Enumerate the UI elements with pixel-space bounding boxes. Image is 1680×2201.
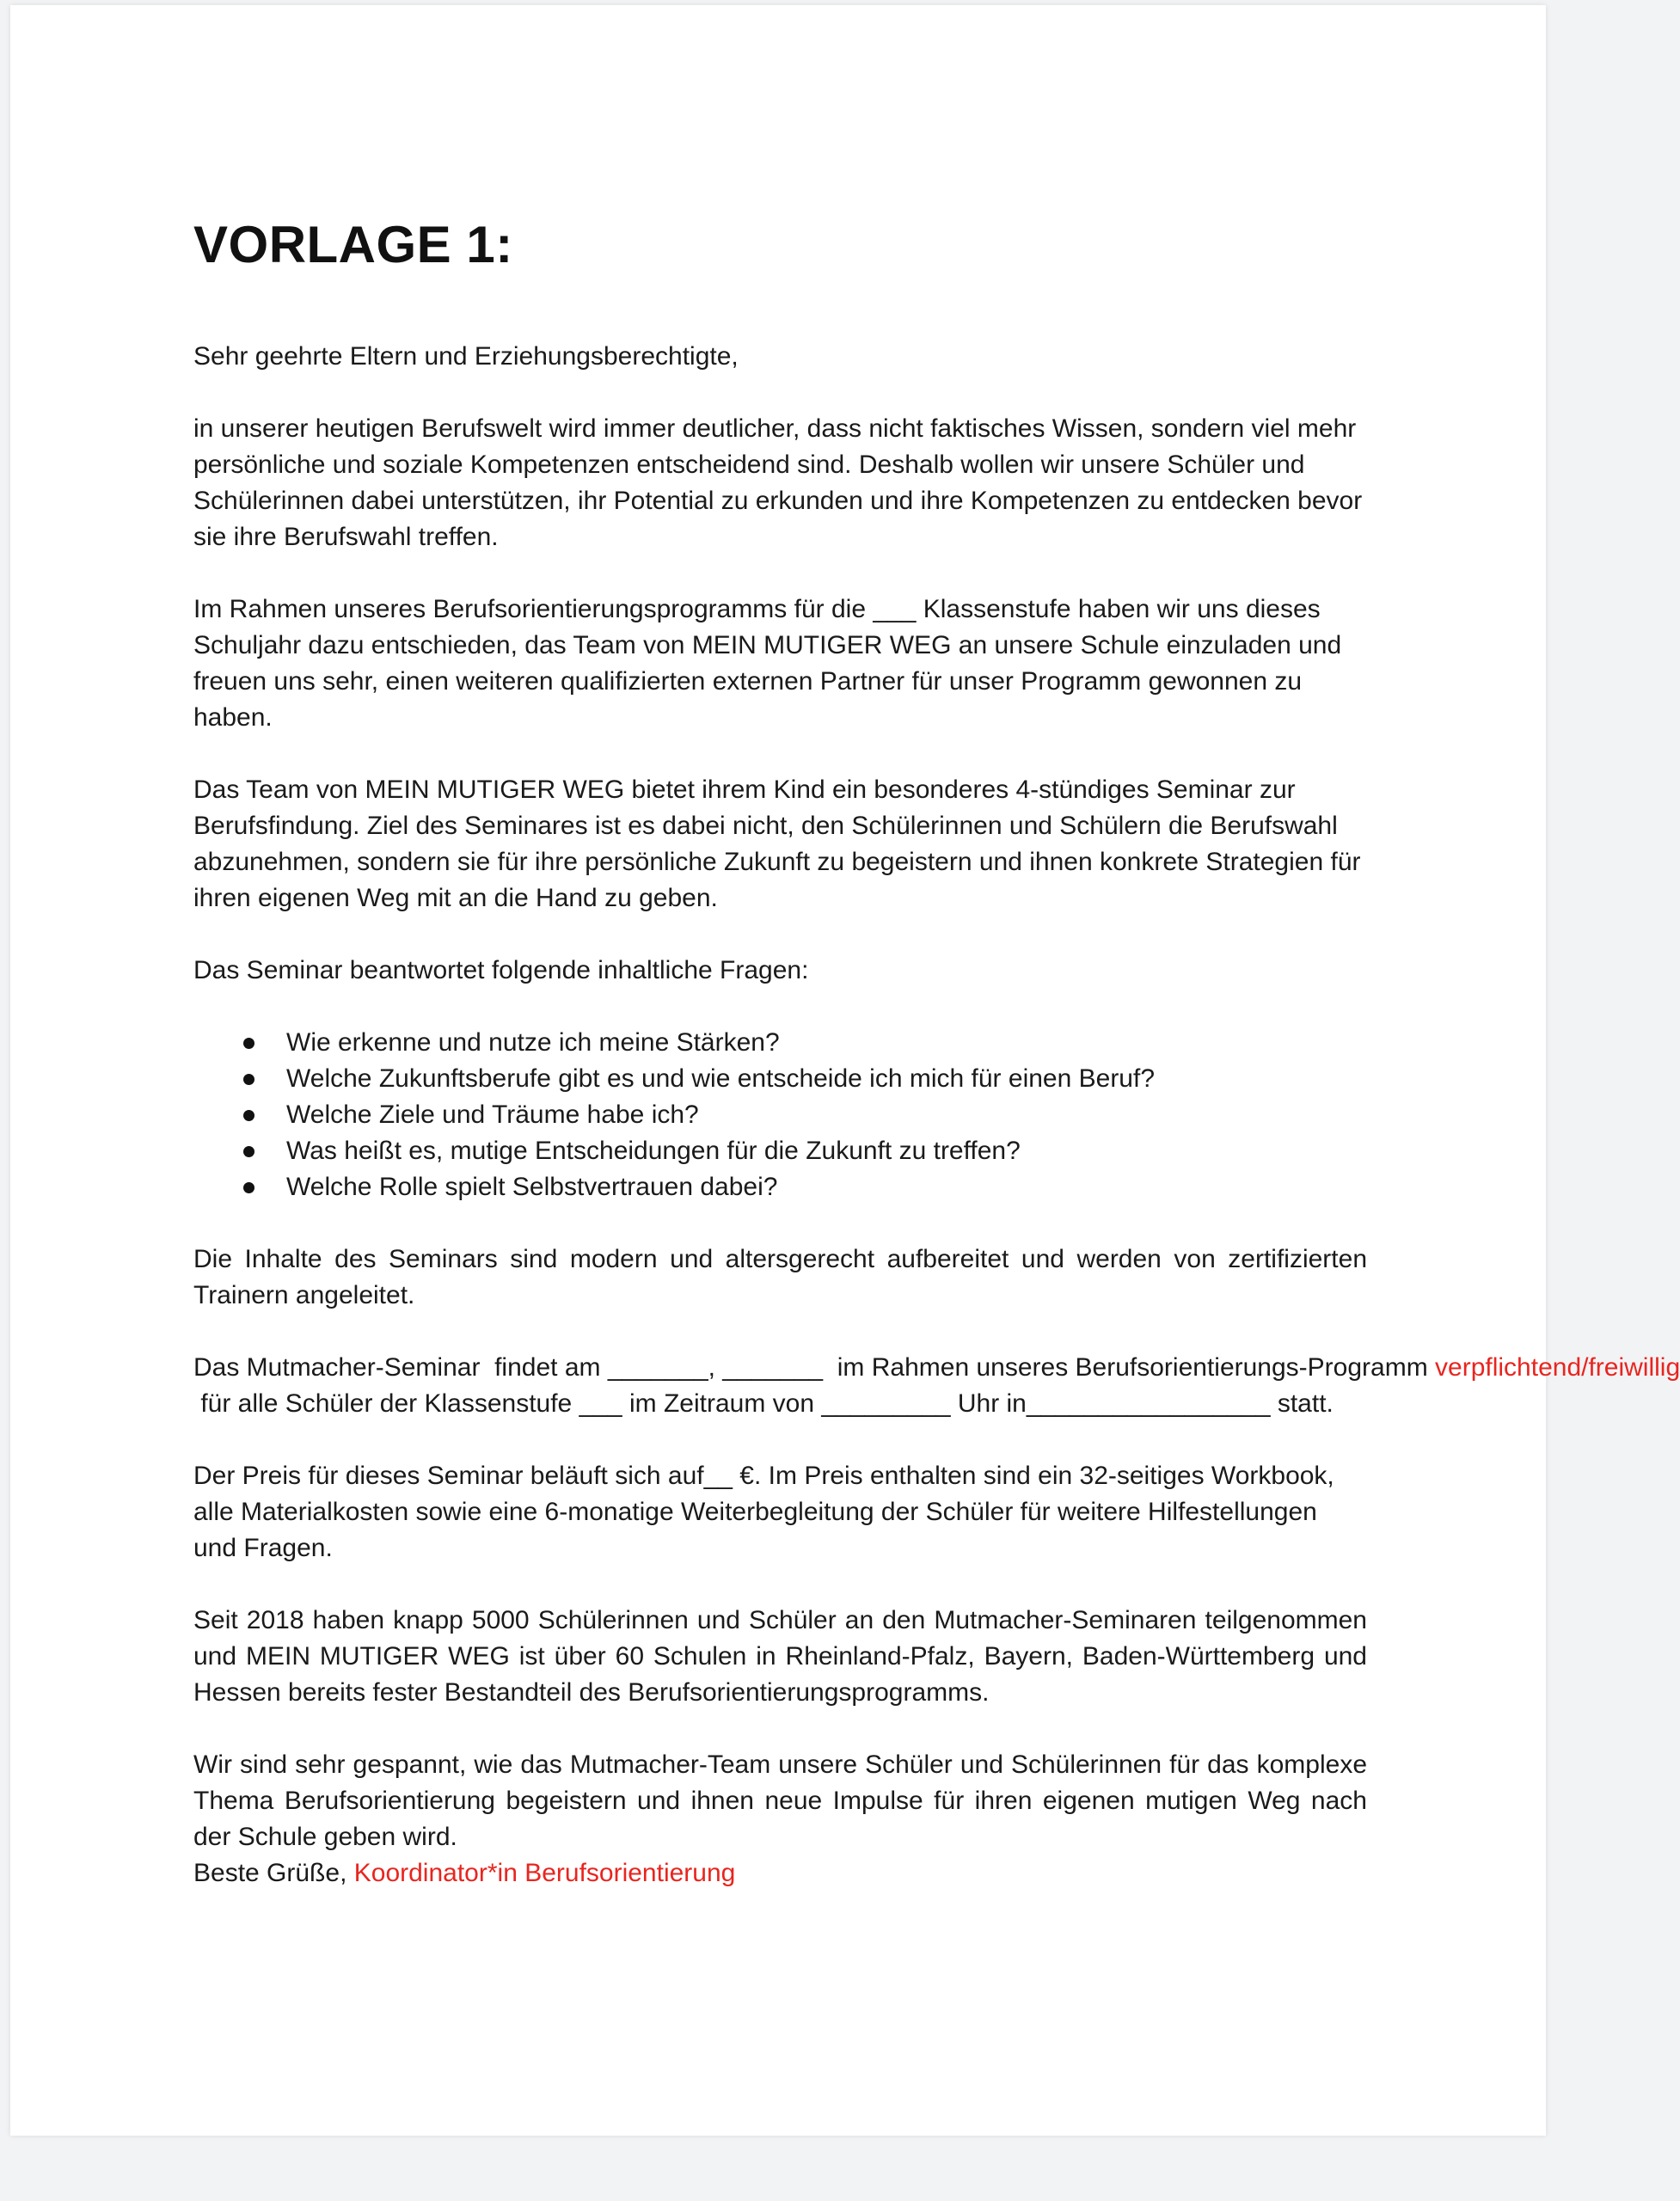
list-item: Wie erkenne und nutze ich meine Stärken? [286,1025,1367,1061]
list-item: Welche Rolle spielt Selbstvertrauen dabei? [286,1169,1367,1205]
letter-body [193,215,1680,1891]
signer-role: Koordinator*in Berufsorientierung [353,1859,736,1887]
paragraph-price: Der Preis für dieses Seminar beläuft sich auf__ €. Im Preis enthalten sind ein 32-seitiges Workbook, alle Materialkosten sowie eine 6-monatige Weiterbegleitung der Schüler für weitere Hilfestellungen und Fragen. [193,1462,1334,1562]
paragraph-closing: Wir sind sehr gespannt, wie das Mutmacher-Team unsere Schüler und Schülerinnen für das komplexe Thema Berufsorientierung begeistern und ihnen neue Impulse für ihren eigenen mutigen Weg nach der Schule geben wird. [193,1750,1367,1851]
paragraph-team: Das Team von MEIN MUTIGER WEG bietet ihrem Kind ein besonderes 4-stündiges Seminar zur Berufsfindung. Ziel des Seminares ist es dabei nicht, den Schülerinnen und Schülern die Berufswahl abzunehmen, sondern sie für ihre persönliche Zukunft zu begeistern und ihnen konkrete Strategien für ihren eigenen Weg mit an die Hand zu geben. [193,776,1361,912]
closing-line [193,1855,1367,1891]
paragraph-content: Die Inhalte des Seminars sind modern und altersgerecht aufbereitet und werden von zertifizierten Trainern angeleitet. [193,1245,1367,1309]
list-item: Welche Ziele und Träume habe ich? [286,1097,1367,1133]
paragraph-intro: in unserer heutigen Berufswelt wird immer deutlicher, dass nicht faktisches Wissen, sondern viel mehr persönliche und soziale Kompetenzen entscheidend sind. Deshalb wollen wir unsere Schüler und Schülerinnen dabei unterstützen, ihr Potential zu erkunden und ihre Kompetenzen zu entdecken bevor sie ihre Berufswahl treffen. [193,414,1363,551]
schedule-text-end: für alle Schüler der Klassenstufe ___ im Zeitraum von _________ Uhr in_________________ statt. [193,1389,1334,1418]
page-title: VORLAGE 1: [193,216,513,273]
list-item: Was heißt es, mutige Entscheidungen für die Zukunft zu treffen? [286,1133,1367,1169]
questions-list [193,1025,1367,1205]
closing-greeting: Beste Grüße, [193,1859,354,1887]
paragraph-history: Seit 2018 haben knapp 5000 Schülerinnen und Schüler an den Mutmacher-Seminaren teilgenommen und MEIN MUTIGER WEG ist über 60 Schulen in Rheinland-Pfalz, Bayern, Baden-Württemberg und Hessen bereits fester Bestandteil des Berufsorientierungsprogramms. [193,1606,1367,1707]
list-item: Welche Zukunftsberufe gibt es und wie entscheide ich mich für einen Beruf? [286,1061,1367,1097]
paragraph-program: Im Rahmen unseres Berufsorientierungsprogramms für die ___ Klassenstufe haben wir uns dieses Schuljahr dazu entschieden, das Team von MEIN MUTIGER WEG an unsere Schule einzuladen und freuen uns sehr, einen weiteren qualifizierten externen Partner für unser Programm gewonnen zu haben. [193,595,1342,732]
highlight-mandatory-voluntary: verpflichtend/freiwillig [1435,1353,1680,1382]
paragraph-schedule [193,1350,1680,1422]
questions-intro: Das Seminar beantwortet folgende inhaltliche Fragen: [193,956,809,984]
salutation: Sehr geehrte Eltern und Erziehungsberechtigte, [193,342,739,371]
document-page [10,5,1680,2136]
schedule-text-start: Das Mutmacher-Seminar findet am _______, _______ im Rahmen unseres Berufsorientierungs-Programm [193,1353,1436,1382]
